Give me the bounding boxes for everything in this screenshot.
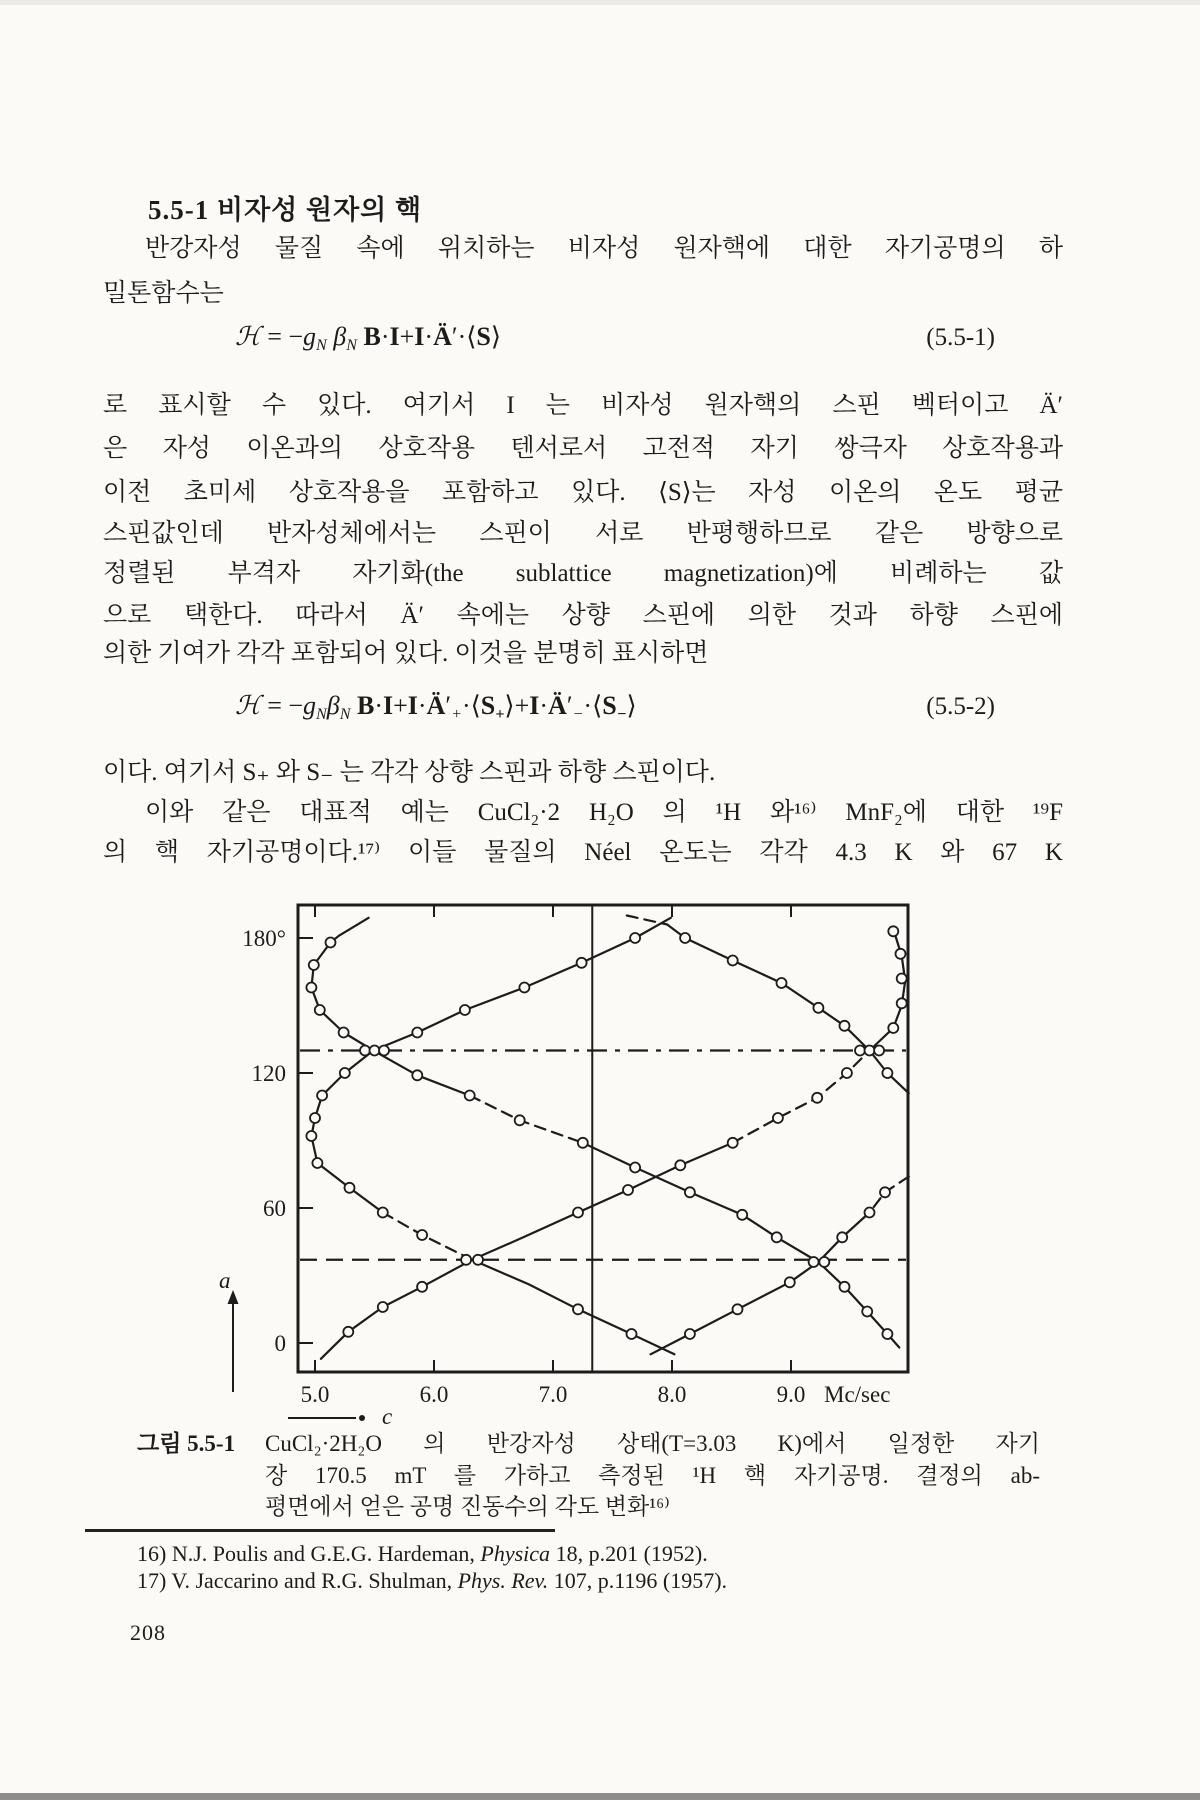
figure-caption-line: 평면에서 얻은 공명 진동수의 각도 변화¹⁶⁾ [265, 1494, 670, 1519]
y-tick-label: 0 [274, 1331, 286, 1356]
data-point [819, 1257, 829, 1267]
data-point [379, 1046, 389, 1056]
x-tick-label: 8.0 [657, 1382, 687, 1407]
data-point [882, 1329, 892, 1339]
alpha-axis-arrow [219, 1268, 239, 1392]
curve-branch-4-right-lobe [667, 925, 909, 1094]
data-point [412, 1028, 422, 1038]
data-curves [311, 916, 908, 1359]
data-point [737, 1210, 747, 1220]
footnote-17: 17) V. Jaccarino and R.G. Shulman, Phys. Rev. 107, p.1196 (1957). [137, 1568, 728, 1593]
data-point [888, 926, 898, 936]
data-point [317, 1091, 327, 1101]
data-point [865, 1208, 875, 1218]
data-point [515, 1115, 525, 1125]
plot-area [242, 905, 909, 1407]
body-text-line: 정렬된 부격자 자기화(the sublattice magnetization)에 비례하는 값 [103, 560, 1063, 587]
data-point [623, 1185, 633, 1195]
figure-5-5-1 [180, 875, 1025, 1435]
data-point [812, 1093, 822, 1103]
data-point [772, 1232, 782, 1242]
data-point [340, 1068, 350, 1078]
data-point [855, 1046, 865, 1056]
data-point [412, 1070, 422, 1080]
data-point [840, 1021, 850, 1031]
body-text-line: 스핀값인데 반자성체에서는 스핀이 서로 반평행하므로 같은 방향으로 [103, 520, 1063, 547]
data-point [519, 983, 529, 993]
data-point [343, 1327, 353, 1337]
data-point [339, 1028, 349, 1038]
data-point [630, 1163, 640, 1173]
data-point [312, 1158, 322, 1168]
data-point [306, 983, 316, 993]
body-text-line: 의 핵 자기공명이다.¹⁷⁾ 이들 물질의 Néel 온도는 각각 4.3 K 와 67 K [103, 839, 1063, 866]
body-text-line: 반강자성 물질 속에 위치하는 비자성 원자핵에 대한 자기공명의 하 [145, 235, 1063, 262]
data-point [897, 974, 907, 984]
scan-edge-bottom [0, 1793, 1200, 1800]
x-tick-label: 7.0 [538, 1382, 568, 1407]
curve-branch-1-left-lobe [311, 918, 382, 1213]
data-point [733, 1304, 743, 1314]
data-point [773, 1113, 783, 1123]
data-point [728, 1138, 738, 1148]
data-point [888, 1023, 898, 1033]
data-point [785, 1277, 795, 1287]
data-point [865, 1046, 875, 1056]
data-points [306, 926, 906, 1339]
data-point [306, 1131, 316, 1141]
x-axis-unit-label: Mc/sec [824, 1382, 891, 1407]
data-point [310, 1113, 320, 1123]
x-tick-label: 9.0 [776, 1382, 806, 1407]
data-point [461, 1255, 471, 1265]
equation-number: (5.5-1) [926, 324, 995, 351]
data-point [573, 1208, 583, 1218]
equation-5-5-1: ℋ = $-g_N$ $\beta_N$ B·I+I·Ä′·⟨S⟩ [235, 322, 502, 354]
data-point [675, 1160, 685, 1170]
data-point [627, 1329, 637, 1339]
data-point [378, 1208, 388, 1218]
data-point [417, 1230, 427, 1240]
figure-caption-line: 장 170.5 mT 를 가하고 측정된 ¹H 핵 자기공명. 결정의 ab- [265, 1463, 1040, 1488]
data-point [465, 1091, 475, 1101]
data-point [577, 958, 587, 968]
data-point [880, 1187, 890, 1197]
body-text-line: 은 자성 이온과의 상호작용 텐서로서 고전적 자기 쌍극자 상호작용과 [103, 435, 1063, 462]
footnote-rule [85, 1529, 555, 1532]
data-point [685, 1187, 695, 1197]
data-point [315, 1005, 325, 1015]
plot-frame [298, 905, 908, 1372]
scan-edge-top [0, 0, 1200, 5]
data-point [897, 998, 907, 1008]
curve-branch-3-wedge-falling-diagonal [583, 1143, 900, 1348]
data-point [874, 1046, 884, 1056]
body-text-line: 로 표시할 수 있다. 여기서 I 는 비자성 원자핵의 스핀 벡터이고 Ä′ [103, 392, 1063, 419]
curve-branch-2-rising-diagonal [321, 1143, 733, 1359]
rotation-axis-label: a [219, 1268, 231, 1293]
body-text-line: 의한 기여가 각각 포함되어 있다. 이것을 분명히 표시하면 [103, 640, 709, 667]
data-point [680, 933, 690, 943]
data-point [326, 938, 336, 948]
body-text-line: 밀톤함수는 [103, 280, 224, 307]
figure-caption-line: CuCl₂·2H₂O 의 반강자성 상태(T=3.03 K)에서 일정한 자기 [265, 1431, 1040, 1456]
data-point [630, 933, 640, 943]
data-point [896, 949, 906, 959]
data-point [345, 1183, 355, 1193]
curve-branch-2-rising-diagonal [870, 929, 906, 1051]
data-point [840, 1282, 850, 1292]
data-point [809, 1257, 819, 1267]
data-point [309, 960, 319, 970]
data-point [837, 1232, 847, 1242]
x-tick-label: 5.0 [300, 1382, 330, 1407]
data-point [813, 1003, 823, 1013]
equation-number: (5.5-2) [926, 693, 995, 720]
data-point [842, 1068, 852, 1078]
data-point [728, 956, 738, 966]
curve-branch-4-right-lobe [651, 1213, 870, 1355]
body-text-line: 이다. 여기서 S₊ 와 S₋ 는 각각 상향 스핀과 하향 스핀이다. [103, 759, 716, 786]
data-point [578, 1138, 588, 1148]
crystal-axis-label: c [382, 1404, 393, 1429]
body-text-line: 이전 초미세 상호작용을 포함하고 있다. ⟨S⟩는 자성 이온의 온도 평균 [103, 479, 1063, 506]
y-tick-label: 60 [263, 1196, 286, 1221]
data-point [777, 978, 787, 988]
page-number: 208 [130, 1620, 166, 1645]
data-point [473, 1255, 483, 1265]
data-point [685, 1329, 695, 1339]
body-text-line: 이와 같은 대표적 예는 CuCl₂·2 H₂O 의 ¹H 와¹⁶⁾ MnF₂에 대한 ¹⁹F [145, 799, 1063, 826]
data-point [417, 1282, 427, 1292]
footnote-16: 16) N.J. Poulis and G.E.G. Hardeman, Physica 18, p.201 (1952). [137, 1541, 708, 1566]
data-point [573, 1304, 583, 1314]
data-point [882, 1068, 892, 1078]
data-point [862, 1307, 872, 1317]
figure-caption-label: 그림 5.5-1 [137, 1431, 236, 1456]
data-point [378, 1302, 388, 1312]
y-tick-label: 120 [251, 1061, 286, 1086]
body-text-line: 으로 택한다. 따라서 Ä′ 속에는 상향 스핀에 의한 것과 하향 스핀에 [103, 602, 1063, 629]
data-point [360, 1046, 370, 1056]
x-tick-label: 6.0 [419, 1382, 449, 1407]
equation-5-5-2: ℋ = $-g_N\beta_N$ $B\cdot I+I\cdot Ä'_+\cdot⟨S_+⟩+I\cdot Ä'_-\cdot⟨S_-⟩$ [235, 691, 637, 723]
section-heading: 5.5-1 비자성 원자의 핵 [148, 195, 423, 225]
data-point [460, 1005, 470, 1015]
curve-branch-2-rising-diagonal [733, 1051, 870, 1143]
curve-branch-3-wedge-falling-diagonal [470, 1096, 583, 1143]
curve-branch-3-wedge-falling-diagonal [373, 918, 671, 1096]
y-tick-label: 180° [242, 926, 286, 951]
curve-branch-4-right-lobe [627, 916, 667, 925]
data-point [370, 1046, 380, 1056]
